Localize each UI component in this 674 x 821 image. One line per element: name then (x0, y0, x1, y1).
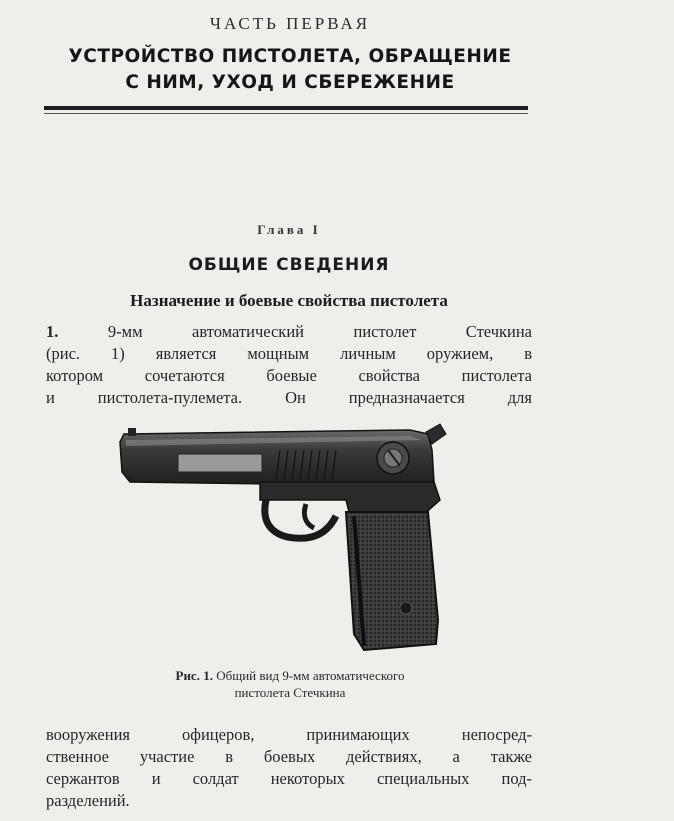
header-divider-thick (44, 106, 528, 110)
chapter-label: Глава I (257, 222, 321, 237)
paragraph-number: 1. (46, 322, 59, 341)
paragraph-2 (46, 724, 532, 812)
header-divider-thin (44, 113, 528, 114)
part-title-line-1: УСТРОЙСТВО ПИСТОЛЕТА, ОБРАЩЕНИЕ (68, 46, 512, 67)
paragraph-1-line-3: котором сочетаются боевые свойства пистолета (46, 366, 532, 385)
figure-caption (40, 667, 540, 701)
pistol-illustration (110, 420, 470, 660)
figure-caption-label: Рис. 1. (175, 668, 213, 683)
paragraph-2-line-2: ственное участие в боевых действиях, а также (46, 747, 532, 766)
paragraph-1-line-4: и пистолета-пулемета. Он предназначается для (46, 388, 532, 407)
part-title-line-2: С НИМ, УХОД И СБЕРЕЖЕНИЕ (125, 72, 455, 93)
paragraph-2-line-4: разделений. (46, 791, 130, 810)
part-title (40, 44, 540, 96)
paragraph-1-line-2: (рис. 1) является мощным личным оружием, в (46, 344, 532, 363)
figure-caption-line-2: пистолета Стечкина (234, 685, 346, 700)
paragraph-1 (46, 321, 532, 409)
section-title: Назначение и боевые свойства пистолета (130, 291, 448, 310)
paragraph-2-line-3: сержантов и солдат некоторых специальных под- (46, 769, 532, 788)
figure-caption-line-1: Рис. 1. Общий вид 9-мм автоматического (175, 668, 405, 683)
chapter-title: ОБЩИЕ СВЕДЕНИЯ (188, 255, 390, 275)
part-label: ЧАСТЬ ПЕРВАЯ (209, 14, 371, 33)
paragraph-1-line-1: 1. 9-мм автоматический пистолет Стечкина (46, 322, 533, 341)
paragraph-2-line-1: вооружения офицеров, принимающих непосред- (46, 725, 532, 744)
